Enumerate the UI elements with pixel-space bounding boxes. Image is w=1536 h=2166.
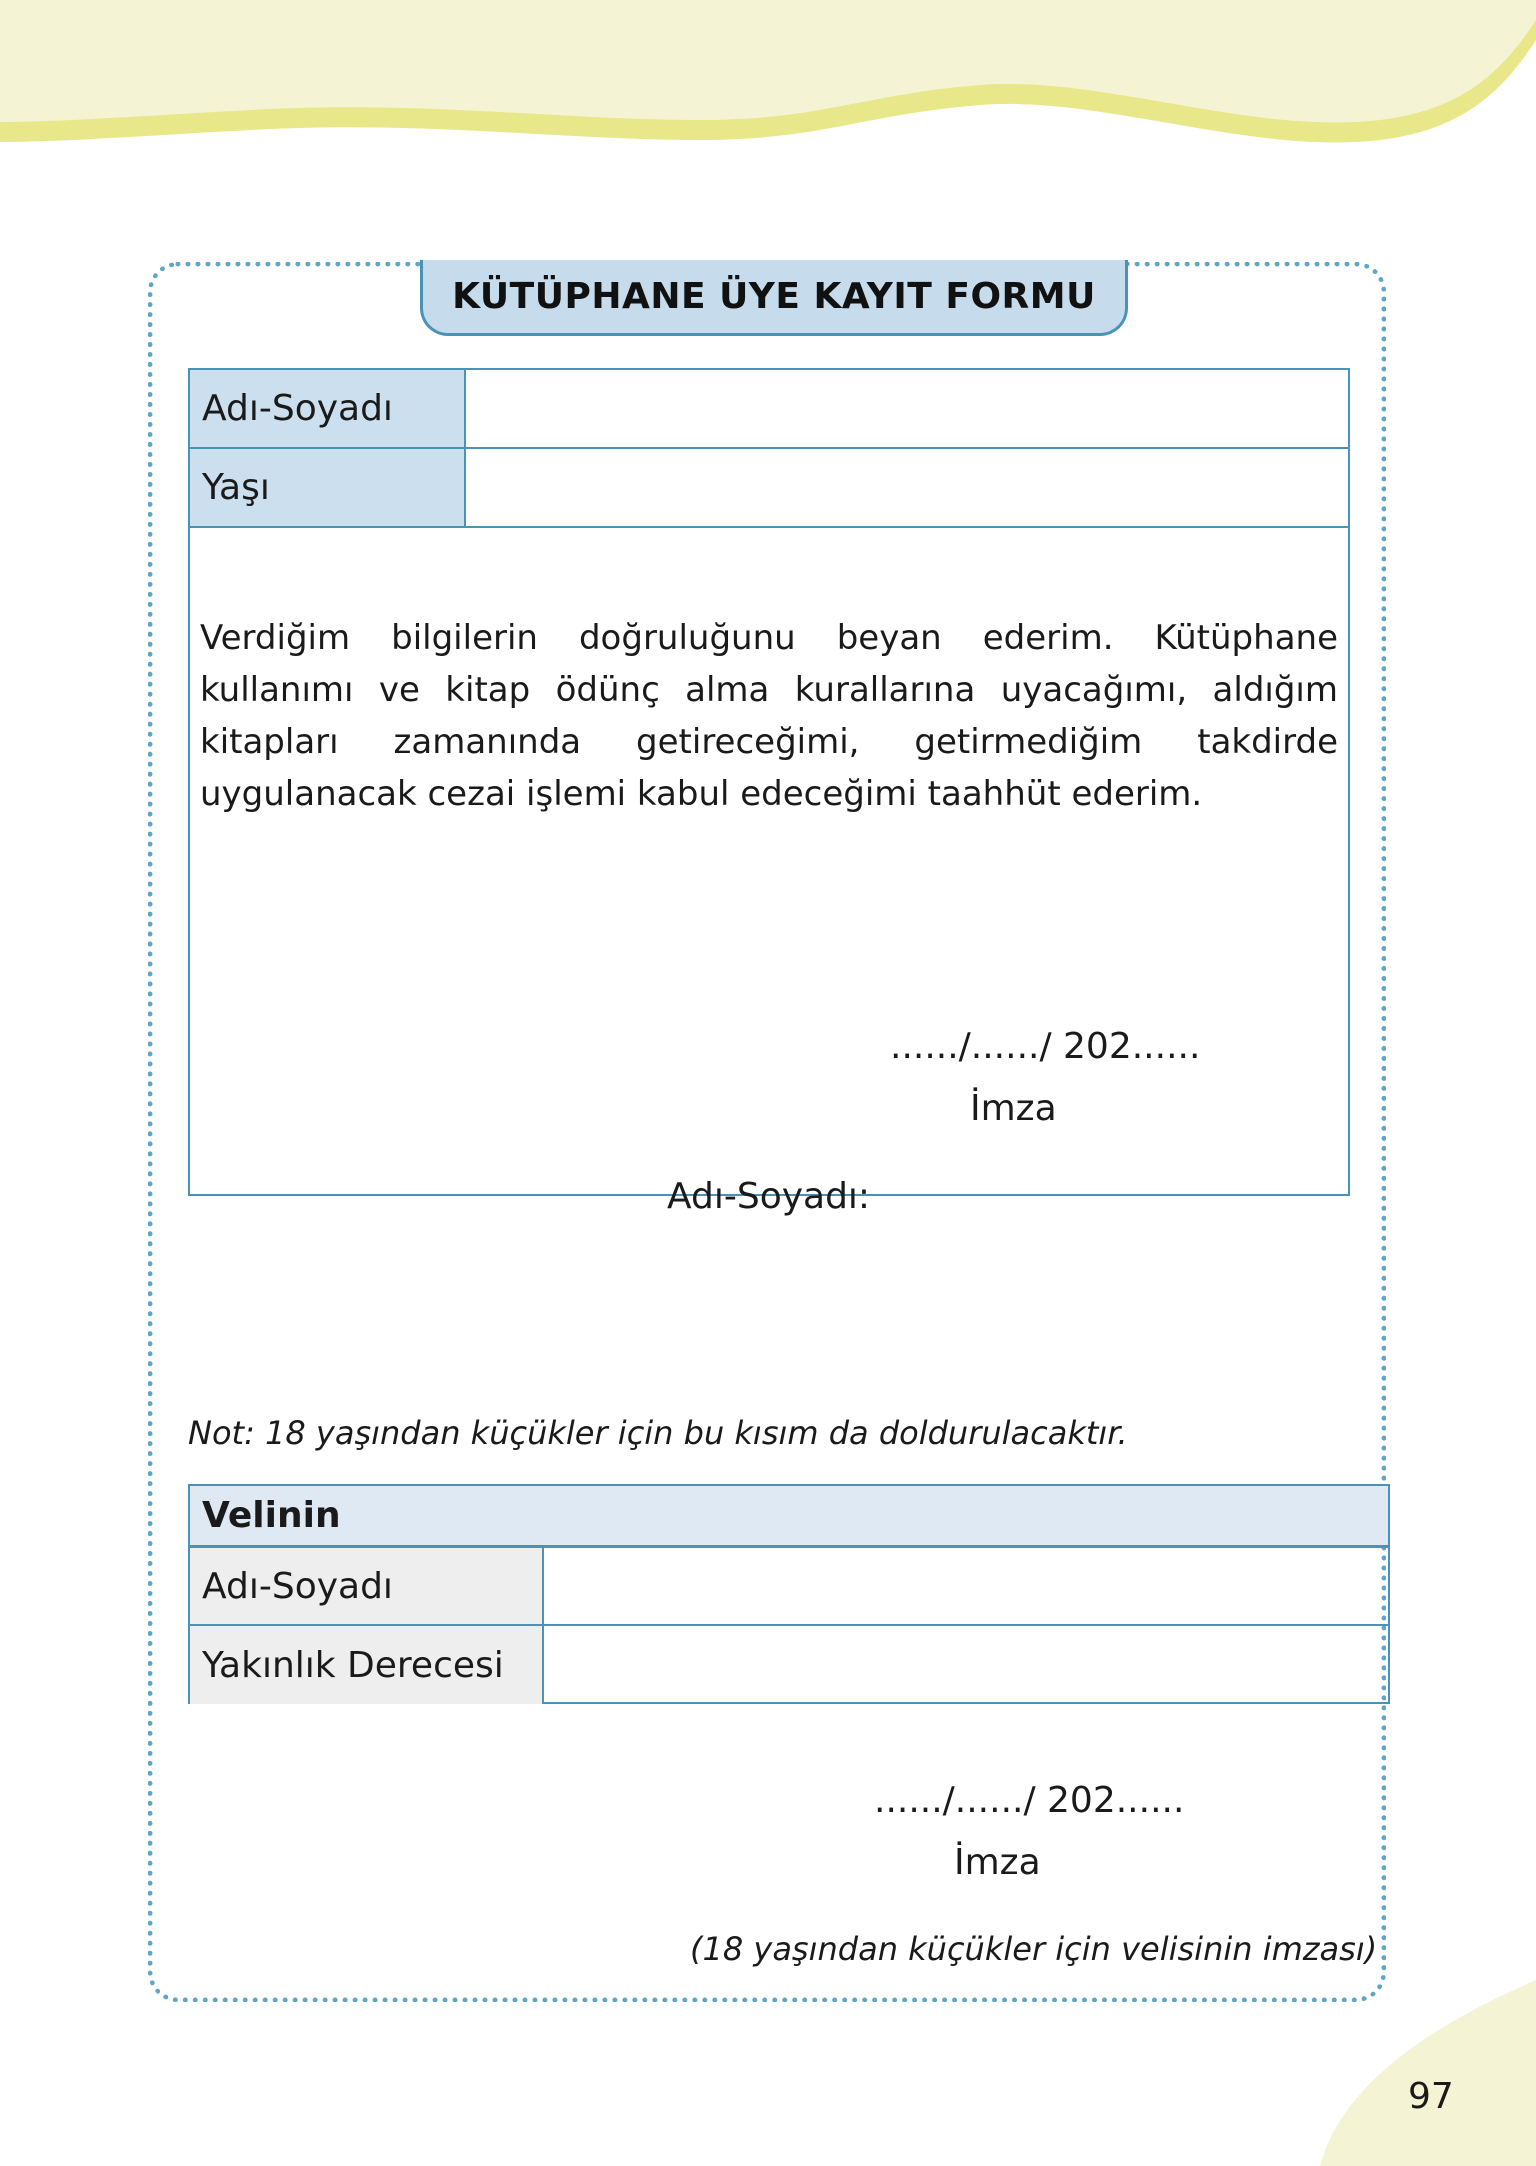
signer-name-label: Adı-Soyadı:	[667, 1176, 871, 1217]
age-field[interactable]	[466, 449, 1348, 526]
guardian-relation-label: Yakınlık Derecesi	[190, 1626, 544, 1704]
form-title: KÜTÜPHANE ÜYE KAYIT FORMU	[420, 260, 1128, 336]
guardian-note: Not: 18 yaşından küçükler için bu kısım da doldurulacaktır.	[188, 1414, 1128, 1452]
guardian-table	[188, 1484, 1390, 1704]
guardian-name-field[interactable]	[544, 1548, 1388, 1624]
guardian-name-label: Adı-Soyadı	[190, 1548, 544, 1624]
age-label: Yaşı	[190, 449, 466, 526]
guardian-date-placeholder: ....../....../ 202......	[874, 1780, 1185, 1821]
guardian-name-row	[190, 1548, 1388, 1626]
page-number: 97	[1408, 2076, 1454, 2117]
declaration-text: Verdiğim bilgilerin doğruluğunu beyan ederim. Kütüphane kullanımı ve kitap ödünç alma kurallarına uyacağımı, aldığım kitapları zamanında getireceğimi, getirmediğim takdirde uygulanacak cezai işlemi kabul edeceğimi taahhüt ederim.	[200, 618, 1338, 814]
signature-label: İmza	[970, 1088, 1057, 1129]
name-field[interactable]	[466, 370, 1348, 447]
name-label: Adı-Soyadı	[190, 370, 466, 447]
date-placeholder: ....../....../ 202......	[890, 1026, 1201, 1067]
guardian-signature-label: İmza	[954, 1842, 1041, 1883]
name-row	[190, 370, 1348, 449]
bottom-corner-decoration	[1320, 1980, 1536, 2166]
guardian-relation-field[interactable]	[544, 1626, 1388, 1704]
guardian-signature-note: (18 yaşından küçükler için velisinin imzası)	[690, 1930, 1378, 1968]
guardian-header: Velinin	[190, 1486, 1388, 1548]
guardian-relation-row	[190, 1626, 1388, 1704]
age-row	[190, 449, 1348, 528]
